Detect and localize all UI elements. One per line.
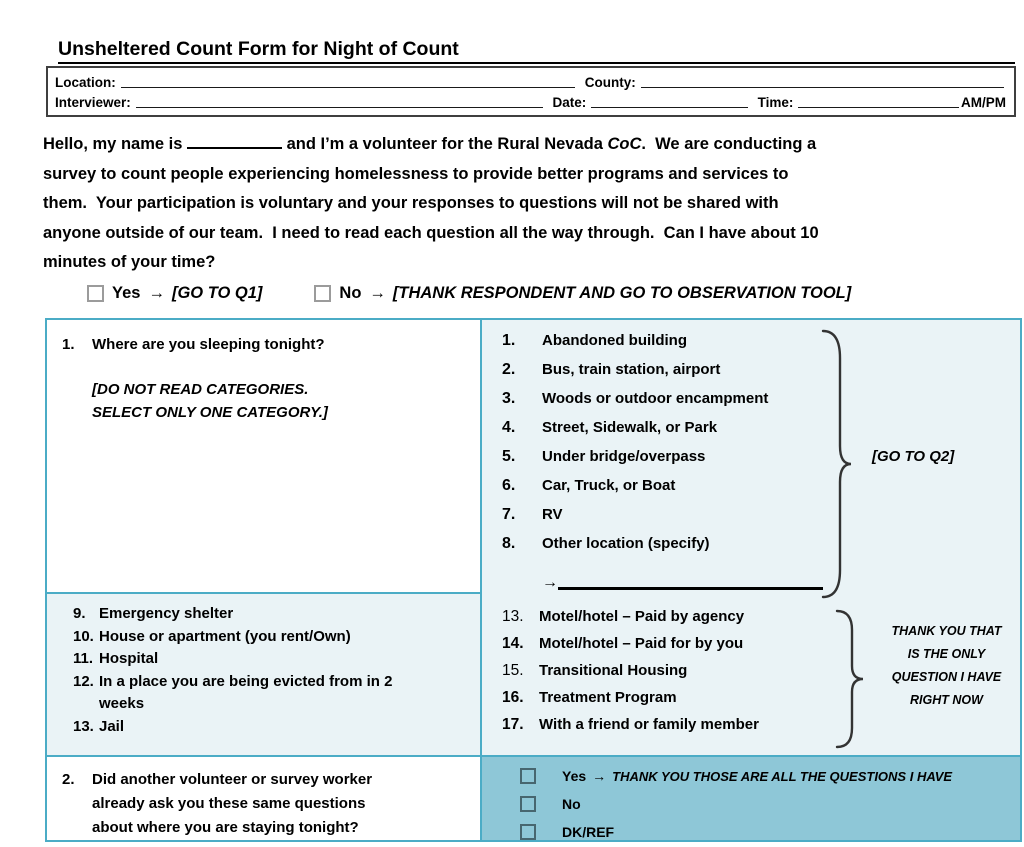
option-number: 6. [502, 477, 516, 494]
option-text: Jail [99, 717, 125, 735]
option-text: Motel/hotel – Paid for by you [539, 635, 744, 652]
option-label: No [562, 796, 581, 812]
option-number: 15. [502, 662, 524, 679]
consent-option-yes [87, 284, 262, 303]
option-number: 13. [73, 717, 94, 735]
question-table [45, 318, 1022, 842]
intro-line [43, 248, 1015, 278]
header-row-location [55, 71, 1006, 90]
county-fill-line[interactable] [641, 86, 1004, 88]
option-text: Street, Sidewalk, or Park [542, 419, 718, 436]
list-item[interactable] [73, 626, 472, 649]
intro-script-paragraph [43, 130, 1015, 278]
q2-option-no [520, 794, 1020, 814]
intro-text-segment: anyone outside of our team. I need to read each question all the way through. Can I have about 10 [43, 223, 819, 242]
option-text: Hospital [99, 650, 159, 667]
no-checkbox[interactable] [314, 285, 331, 302]
option-number: 3. [502, 390, 516, 407]
option-number: 4. [502, 419, 516, 436]
header-row-interviewer [55, 91, 1006, 110]
intro-line [43, 189, 1015, 219]
list-item[interactable] [502, 716, 1020, 743]
date-fill-line[interactable] [591, 106, 747, 108]
option-number: 9. [73, 605, 86, 622]
interviewer-fill-line[interactable] [136, 106, 543, 108]
intro-text-segment: minutes of your time? [43, 253, 216, 271]
q1-interviewer-instruction: [DO NOT READ CATEGORIES. SELECT ONLY ONE CATEGORY.] [92, 381, 328, 421]
thank-you-note [874, 620, 1019, 712]
intro-line [43, 219, 1015, 249]
option-text: Treatment Program [539, 689, 677, 706]
yes-action-text: [GO TO Q1] [171, 284, 263, 302]
date-label: Date: [552, 95, 587, 110]
intro-text-segment: survey to count people experiencing homelessness to provide better programs and services to [43, 164, 789, 183]
list-item[interactable] [502, 419, 1020, 448]
q2-option-yes [520, 766, 1020, 786]
option-text: Bus, train station, airport [542, 361, 721, 378]
option-number: 8. [502, 535, 516, 552]
consent-options-row [87, 284, 851, 303]
option-text: RV [542, 506, 563, 523]
thank-you-line: IS THE ONLY [907, 647, 986, 661]
option-number: 10. [73, 627, 94, 645]
list-item[interactable] [502, 506, 1020, 535]
brace-thank-you [834, 608, 866, 750]
option-number: 16. [502, 689, 524, 706]
q1-question-cell [47, 320, 480, 592]
q1-unsheltered-options-cell [480, 320, 1020, 755]
list-item[interactable] [73, 671, 472, 716]
q2-answers-cell [480, 755, 1020, 840]
option-action-text: THANK YOU THOSE ARE ALL THE QUESTIONS I HAVE [612, 768, 953, 784]
list-item[interactable] [502, 477, 1020, 506]
option-number: 1. [502, 332, 516, 349]
option-text: Transitional Housing [539, 662, 688, 679]
location-fill-line[interactable] [121, 86, 575, 88]
list-item[interactable] [502, 332, 1020, 361]
arrow-right-icon: → [592, 768, 607, 784]
option-text: Emergency shelter [99, 605, 234, 622]
intro-text-segment: CoC [607, 135, 642, 153]
list-item[interactable] [73, 716, 472, 739]
option-number: 12. [73, 672, 94, 690]
list-item[interactable] [502, 390, 1020, 419]
yes-label: Yes [112, 284, 141, 302]
q1-number: 1. [62, 336, 75, 353]
page-title: Unsheltered Count Form for Night of Count [58, 38, 1015, 64]
option-label: DK/REF [562, 824, 615, 840]
intro-line [43, 160, 1015, 190]
option-number: 11. [73, 650, 94, 667]
option-text: Under bridge/overpass [542, 448, 706, 465]
option-number: 14. [502, 635, 524, 652]
no-checkbox[interactable] [520, 796, 536, 812]
form-header-box [46, 66, 1016, 117]
option-number: 7. [502, 506, 516, 523]
yes-checkbox[interactable] [520, 768, 536, 784]
option-text: Other location (specify) [542, 535, 710, 552]
intro-text-segment: Hello, my name is [43, 135, 187, 153]
q2-option-dkref [520, 822, 1020, 842]
q1-housed-options-cell [47, 592, 480, 755]
option-text: Abandoned building [542, 332, 687, 349]
ampm-label: AM/PM [961, 95, 1006, 110]
thank-you-line: THANK YOU THAT [891, 624, 1002, 638]
specify-fill-line[interactable] [558, 575, 823, 590]
arrow-right-icon: → [148, 284, 165, 302]
option-number: 17. [502, 716, 524, 733]
arrow-right-icon: → [542, 574, 558, 591]
no-action-text: [THANK RESPONDENT AND GO TO OBSERVATION TOOL] [392, 284, 852, 302]
location-label: Location: [55, 75, 116, 90]
arrow-right-icon: → [369, 284, 386, 302]
thank-you-line: RIGHT NOW [910, 693, 983, 707]
q2-number: 2. [62, 771, 75, 788]
option-number: 2. [502, 361, 516, 378]
option-number: 5. [502, 448, 516, 465]
q2-question-cell [47, 755, 480, 840]
intro-text-segment: and I’m a volunteer for the Rural Nevada [281, 135, 608, 153]
q1-text: Where are you sleeping tonight? [92, 336, 325, 353]
goto-q2-note: [GO TO Q2] [872, 448, 955, 465]
brace-goto-q2 [820, 328, 854, 600]
list-item[interactable] [73, 648, 472, 671]
option-text: Motel/hotel – Paid by agency [539, 608, 745, 625]
intro-line [43, 130, 1015, 160]
option-text: With a friend or family member [539, 716, 759, 733]
option-number: 13. [502, 608, 524, 625]
time-label: Time: [757, 95, 794, 110]
time-fill-line[interactable] [798, 106, 959, 108]
option-text: In a place you are being evicted from in 2 weeks [99, 672, 393, 712]
consent-option-no [314, 284, 851, 303]
list-item[interactable] [502, 535, 1020, 564]
option-text: Woods or outdoor encampment [542, 390, 769, 407]
option-text: House or apartment (you rent/Own) [99, 627, 351, 645]
intro-text-segment: them. Your participation is voluntary and your responses to questions will not be shared with [43, 194, 779, 212]
no-label: No [339, 284, 362, 302]
list-item[interactable] [502, 361, 1020, 390]
interviewer-label: Interviewer: [55, 95, 131, 110]
thank-you-line: QUESTION I HAVE [891, 670, 1002, 684]
option-label: Yes [562, 768, 587, 784]
yes-checkbox[interactable] [87, 285, 104, 302]
name-fill-line[interactable] [187, 144, 282, 149]
option-text: Car, Truck, or Boat [542, 477, 676, 494]
other-location-specify [542, 564, 1020, 590]
q2-text: Did another volunteer or survey worker already ask you these same questions about where you are staying tonight? [92, 771, 377, 836]
dkref-checkbox[interactable] [520, 824, 536, 840]
list-item[interactable] [73, 603, 472, 626]
intro-text-segment: . We are conducting a [641, 135, 817, 153]
county-label: County: [584, 75, 636, 90]
